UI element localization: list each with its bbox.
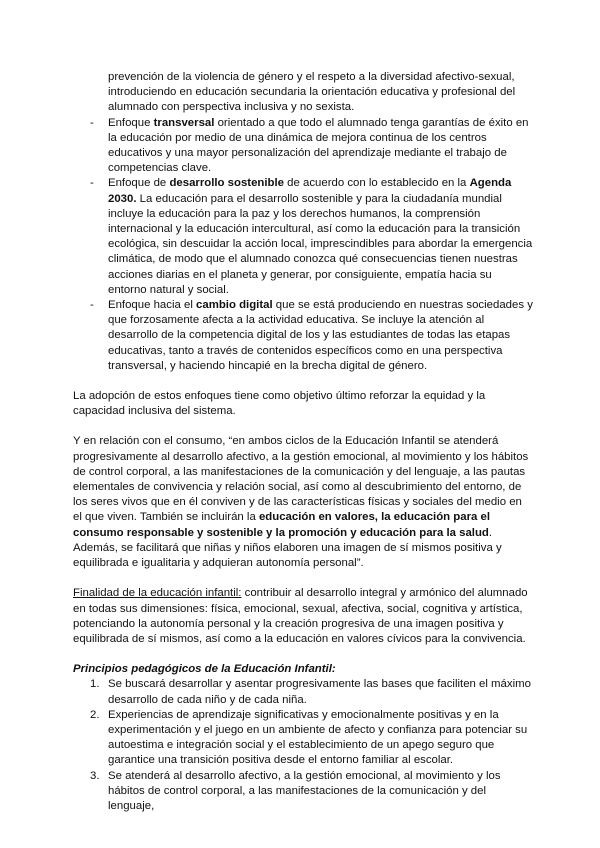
consumo-bold: educación en valores, la educación para el consumo responsable y sostenible y la promoción y educación para la salud <box>73 511 491 539</box>
list-marker: - <box>90 116 94 129</box>
bullet-text-pre: Enfoque hacia el <box>108 299 197 312</box>
paragraph-adoption: La adopción de estos enfoques tiene como objetivo último reforzar la equidad y la capacidad inclusiva del sistema. <box>73 390 486 418</box>
intro-continuation: prevención de la violencia de género y el respeto a la diversidad afectivo-sexual, introduciendo en educación secundaria la orientación educativa y profesional del alumnado con perspectiva inclusiva y no sexista. <box>108 71 516 114</box>
list-marker: - <box>90 177 94 190</box>
list-item-cambio-digital <box>73 298 533 374</box>
principle-item <box>73 708 533 769</box>
approaches-list <box>73 116 533 374</box>
list-item-desarrollo-sostenible <box>73 176 533 298</box>
principle-item <box>73 677 533 707</box>
principle-text: Experiencias de aprendizaje significativas y emocionalmente positivas y en la experimentación y el juego en un ambiente de afecto y confianza para potenciar su autoestima e integración social y el establecimiento de un apego seguro que garantice una transición positiva desde el entorno familiar al escolar. <box>108 708 528 767</box>
consumo-text-pre: Y en relación con el consumo, “en ambos ciclos de la Educación Infantil se atenderá progresivamente al desarrollo afectivo, a la gestión emocional, al movimiento y los hábitos de control corporal, a las manifestaciones de la comunicación y del lenguaje, a las pautas elementales de convivencia y relación social, así como al descubrimiento del entorno, de los seres vivos que en él conviven y de las características físicas y sociales del medio en el que viven. También se incluirán la <box>73 435 529 524</box>
paragraph-finalidad <box>73 586 533 647</box>
principle-item <box>73 769 533 815</box>
finalidad-text: contribuir al desarrollo integral y armónico del alumnado en todas sus dimensiones: física, emocional, sexual, afectiva, social, cognitiva y artística, potenciando la autonomía personal y la creación progresiva de una imagen positiva y equilibrada de sí mismos, así como a la educación en valores cívicos para la convivencia. <box>73 587 528 645</box>
bullet-bold-term: desarrollo sostenible <box>169 177 285 190</box>
bullet-bold-term: cambio digital <box>196 299 273 312</box>
paragraph-consumo <box>73 434 533 571</box>
principle-text: Se atenderá al desarrollo afectivo, a la gestión emocional, al movimiento y los hábitos de control corporal, a las manifestaciones de la comunicación y del lenguaje, <box>108 769 501 812</box>
list-marker: - <box>90 299 94 312</box>
principle-number: 3. <box>90 769 100 782</box>
principle-number: 2. <box>90 708 100 721</box>
document-page <box>73 70 533 814</box>
principles-heading: Principios pedagógicos de la Educación Infantil: <box>73 663 336 676</box>
bullet-text-post: orientado a que todo el alumnado tenga garantías de éxito en la educación por medio de una dinámica de mejora continua de los centros educativos y una mayor personalización del aprendizaje mediante el trabajo de competencias clave. <box>108 116 529 175</box>
bullet-text-post: que se está produciendo en nuestras sociedades y que forzosamente afecta a la actividad educativa. Se incluye la atención al desarrollo de la competencia digital de los y las estudiantes de todas las etapas educativas, tanto a través de contenidos específicos como en una perspectiva transversal, y haciendo hincapié en la brecha digital de género. <box>108 299 533 372</box>
bullet-text-pre: Enfoque de <box>108 177 170 190</box>
bullet-text-post: La educación para el desarrollo sostenible y para la ciudadanía mundial incluye la educación para la paz y los derechos humanos, la comprensión internacional y la educación intercultural, así como la educación para la transición ecológica, sin descuidar la acción local, imprescindibles para abordar la emergencia climática, de modo que el alumnado conozca qué consecuencias tienen nuestras acciones diarias en el planeta y generar, por consiguiente, empatía hacia su entorno natural y social. <box>108 192 533 296</box>
principle-number: 1. <box>90 678 100 691</box>
principle-text: Se buscará desarrollar y asentar progresivamente las bases que faciliten el máximo desarrollo de cada niño y de cada niña. <box>108 678 531 706</box>
consumo-text-post: . Además, se facilitará que niñas y niños elaboren una imagen de sí mismos positiva y equilibrada e igualitaria y adquieran autonomía personal”. <box>73 526 502 570</box>
bullet-bold-term: transversal <box>153 116 215 129</box>
list-item-transversal <box>73 116 533 177</box>
bullet-bold-term-2: Agenda 2030. <box>108 177 512 205</box>
bullet-text-pre: Enfoque <box>108 116 154 129</box>
bullet-text-mid: de acuerdo con lo establecido en la <box>284 177 470 190</box>
finalidad-label: Finalidad de la educación infantil: <box>73 587 242 600</box>
principles-list <box>73 677 533 814</box>
